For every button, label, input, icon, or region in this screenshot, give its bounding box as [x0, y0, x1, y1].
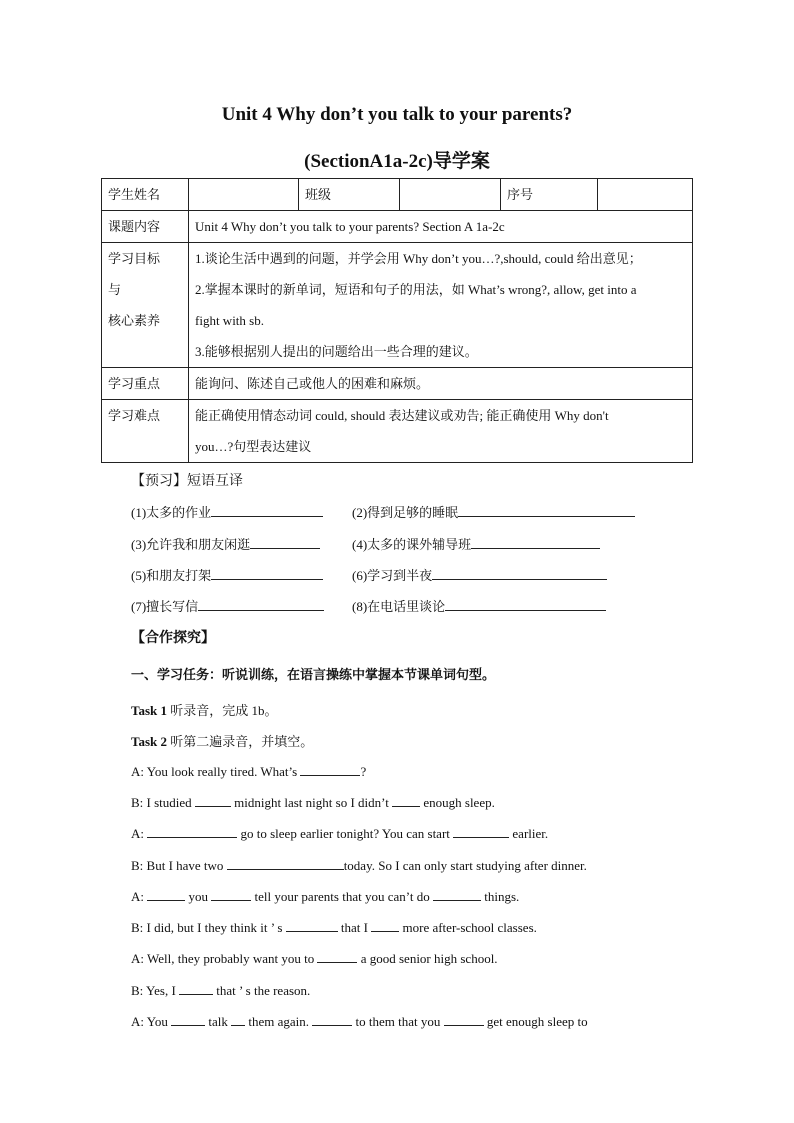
dialogue-blank[interactable] [371, 919, 399, 932]
goals-value [189, 243, 693, 368]
goal-2a: 2.掌握本课时的新单词，短语和句子的用法，如 What’s wrong?, allow, get into a [195, 282, 637, 297]
preview-item-1 [131, 502, 323, 521]
difficulty-label: 学习难点 [102, 400, 189, 463]
preview-item-label: (3)允许我和朋友闲逛 [131, 537, 251, 552]
dialogue-blank[interactable] [453, 825, 509, 838]
preview-item-label: (8)在电话里谈论 [352, 599, 446, 614]
preview-item-label: (2)得到足够的睡眠 [352, 505, 459, 520]
dialogue-blank[interactable] [231, 1013, 245, 1026]
preview-item-label: (6)学习到半夜 [352, 568, 433, 583]
preview-item-label: (4)太多的课外辅导班 [352, 537, 472, 552]
goals-label-line1: 学习目标 [108, 251, 161, 266]
task-title: 一、学习任务：听说训练，在语言操练中掌握本节课单词句型。 [131, 667, 496, 682]
preview-heading: 【预习】短语互译 [131, 474, 243, 489]
difficulty-value [189, 400, 693, 463]
dialogue-line-2: B: I studied midnight last night so I didn’t enough sleep. [131, 795, 495, 810]
number-label: 序号 [501, 179, 598, 211]
number-field[interactable] [598, 179, 693, 211]
dialogue-blank[interactable] [195, 794, 231, 807]
coop-heading: 【合作探究】 [131, 631, 215, 646]
answer-blank[interactable] [432, 565, 607, 580]
preview-item-label: (7)擅长写信 [131, 599, 199, 614]
name-label: 学生姓名 [102, 179, 189, 211]
document-subtitle: (SectionA1a-2c)导学案 [304, 151, 490, 172]
goals-label [102, 243, 189, 368]
class-label: 班级 [299, 179, 400, 211]
dialogue-line-9: A: You talk them again. to them that you get enough sleep to [131, 1014, 588, 1029]
answer-blank[interactable] [458, 502, 635, 517]
dialogue-blank[interactable] [317, 950, 357, 963]
preview-item-2 [352, 502, 635, 521]
task2 [131, 731, 313, 750]
dialogue-blank[interactable] [286, 919, 338, 932]
answer-blank[interactable] [445, 596, 606, 611]
topic-value: Unit 4 Why don’t you talk to your parents? Section A 1a-2c [189, 211, 693, 243]
dialogue-blank[interactable] [211, 888, 251, 901]
difficulty-line2: you…?句型表达建议 [195, 439, 312, 454]
focus-value: 能询问、陈述自己或他人的困难和麻烦。 [189, 368, 693, 400]
focus-label: 学习重点 [102, 368, 189, 400]
preview-item-5 [131, 565, 323, 584]
task1-label: Task 1 [131, 703, 168, 718]
goal-3: 3.能够根据别人提出的问题给出一些合理的建议。 [195, 344, 478, 359]
class-field[interactable] [400, 179, 501, 211]
info-table [101, 178, 693, 463]
goal-1: 1.谈论生活中遇到的问题，并学会用 Why don’t you…?,should, could 给出意见； [195, 251, 642, 266]
difficulty-line1: 能正确使用情态动词 could, should 表达建议或劝告; 能正确使用 Why don't [195, 408, 609, 423]
preview-item-label: (5)和朋友打架 [131, 568, 212, 583]
topic-label: 课题内容 [102, 211, 189, 243]
task2-text: 听第二遍录音，并填空。 [167, 734, 314, 749]
dialogue-line-1: A: You look really tired. What’s ? [131, 764, 367, 779]
task1-text: 听录音，完成 1b。 [167, 703, 278, 718]
goals-label-line3: 核心素养 [108, 313, 161, 328]
preview-item-label: (1)太多的作业 [131, 505, 212, 520]
dialogue-line-7: A: Well, they probably want you to a good senior high school. [131, 951, 498, 966]
dialogue-blank[interactable] [392, 794, 420, 807]
dialogue-blank[interactable] [227, 857, 344, 870]
answer-blank[interactable] [211, 565, 323, 580]
answer-blank[interactable] [250, 534, 320, 549]
preview-item-4 [352, 534, 600, 553]
preview-item-8 [352, 596, 606, 615]
answer-blank[interactable] [471, 534, 600, 549]
dialogue-line-3: A: go to sleep earlier tonight? You can start earlier. [131, 826, 549, 841]
dialogue-line-5: A: you tell your parents that you can’t do things. [131, 889, 520, 904]
dialogue-blank[interactable] [147, 888, 185, 901]
goals-label-line2: 与 [108, 282, 122, 297]
dialogue-blank[interactable] [179, 982, 213, 995]
dialogue-blank[interactable] [444, 1013, 484, 1026]
name-field[interactable] [189, 179, 299, 211]
document-title: Unit 4 Why don’t you talk to your parents? [221, 104, 573, 125]
preview-item-6 [352, 565, 607, 584]
dialogue-blank[interactable] [433, 888, 481, 901]
answer-blank[interactable] [198, 596, 324, 611]
preview-item-7 [131, 596, 324, 615]
task1 [131, 700, 278, 719]
goal-2b: fight with sb. [195, 313, 264, 328]
dialogue-blank[interactable] [147, 825, 237, 838]
dialogue-blank[interactable] [171, 1013, 205, 1026]
dialogue-line-4: B: But I have two today. So I can only start studying after dinner. [131, 858, 587, 873]
dialogue-blank[interactable] [312, 1013, 352, 1026]
dialogue-line-6: B: I did, but I they think it ’ s that I more after-school classes. [131, 920, 537, 935]
preview-item-3 [131, 534, 320, 553]
dialogue-line-8: B: Yes, I that ’ s the reason. [131, 983, 311, 998]
answer-blank[interactable] [211, 502, 323, 517]
dialogue-blank[interactable] [300, 763, 360, 776]
task2-label: Task 2 [131, 734, 168, 749]
